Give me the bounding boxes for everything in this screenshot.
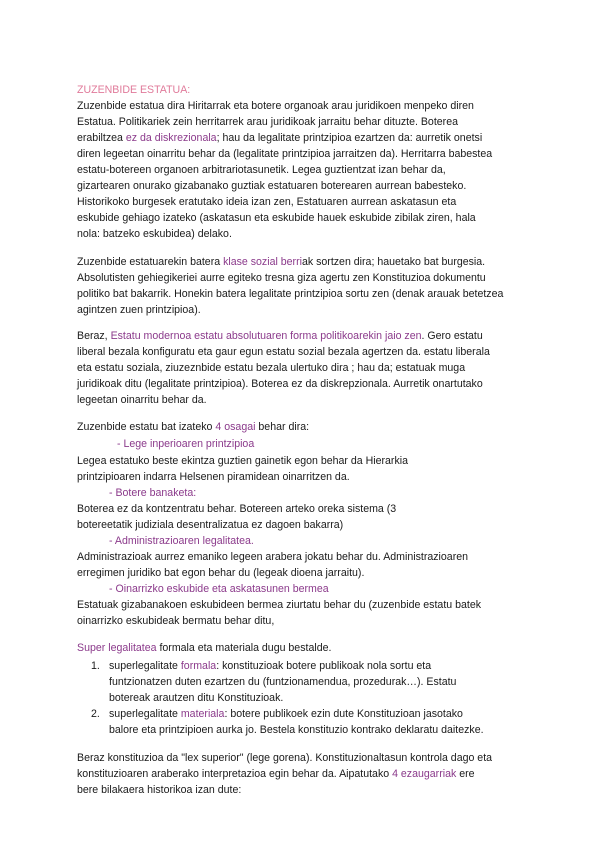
paragraph-line: erabiltzea ez da diskrezionala; hau da legalitate printzipioa ezartzen da: aurretik onetsi: [77, 132, 483, 144]
list-heading: - Botere banaketa:: [109, 487, 197, 499]
paragraph-line: bere bilakaera historikoa izan dute:: [77, 784, 242, 796]
list-number: 1.: [91, 660, 100, 672]
highlight-text: materiala: [180, 708, 225, 720]
highlight-text: formala: [180, 660, 217, 672]
paragraph-line: Historikoko burgesek eratutako ideia izan zen, Estatuaren aurrean askatasun eta: [77, 196, 457, 208]
paragraph-line: Estatuak gizabanakoen eskubideen bermea ziurtatu behar du (zuzenbide estatu batek: [77, 599, 482, 611]
list-heading: - Administrazioaren legalitatea.: [109, 535, 254, 547]
paragraph-line: politiko bat bakarrik. Honekin batera legalitate printzipioa sortu zen (denak arauak betetzea: [77, 288, 504, 300]
paragraph-line: Legea estatuko beste ekintza guztien gainetik egon behar da Hierarkia: [77, 455, 408, 467]
list-heading: - Lege inperioaren printzipioa: [117, 438, 255, 450]
paragraph-line: botereetatik judiziala desentralizatua ez dagoen bakarra): [77, 519, 344, 531]
paragraph-line: Zuzenbide estatuarekin batera klase sozial berriak sortzen dira; hauetako bat burgesia.: [77, 256, 486, 268]
paragraph-line: Boterea ez da kontzentratu behar. Botereen arteko oreka sistema (3: [77, 503, 397, 515]
list-item-line: balore eta printzipioen aurka jo. Bestela konstituzio kontrako deklaratu daitezke.: [109, 724, 484, 736]
highlight-text: Estatu modernoa estatu absolutuaren forma politikoarekin jaio zen: [110, 330, 422, 342]
highlight-text: klase sozial berri: [223, 256, 302, 268]
paragraph-line: Zuzenbide estatu bat izateko 4 osagai behar dira:: [77, 421, 310, 433]
paragraph-line: Zuzenbide estatua dira Hiritarrak eta botere organoak arau juridikoen menpeko diren: [77, 100, 474, 112]
paragraph-line: juridikoak ditu (legalitate printzipioa). Boterea ez da diskrepzionala. Aurretik onartutako: [77, 378, 483, 390]
paragraph-line: Super legalitatea formala eta materiala dugu bestalde.: [77, 642, 332, 654]
highlight-text: 4 osagai: [215, 421, 256, 433]
paragraph-line: estatu-botereen organoen arbitrariotasunetik. Legea guztientzat izan behar da,: [77, 164, 446, 176]
paragraph-line: printzipioaren indarra Helsenen piramidean oinarritzen da.: [77, 471, 350, 483]
paragraph-line: eta estatu soziala, ziuzeznbide estatu bezala ulertuko dira ; hau da; estatuak muga: [77, 362, 466, 374]
paragraph-line: Beraz konstituzioa da "lex superior" (lege gorena). Konstituzionaltasun kontrola dago eta: [77, 752, 493, 764]
paragraph-line: gizartearen onurako gizabanako guztiak estatuaren boterearen aurrean babesteko.: [77, 180, 467, 192]
highlight-text: Super legalitatea: [77, 642, 157, 654]
paragraph-line: eskubide gehiago izateko (askatasun eta eskubide hauek eskubide zibilak ziren, hala: [77, 212, 476, 224]
list-heading: - Oinarrizko eskubide eta askatasunen bermea: [109, 583, 329, 595]
list-number: 2.: [91, 708, 100, 720]
list-item-line: funtzionatzen duten ezartzen du (funtzionamendua, prozedurak…). Estatu: [109, 676, 457, 688]
paragraph-line: Administrazioak aurrez emaniko legeen arabera jokatu behar du. Administrazioaren: [77, 551, 469, 563]
document-title: ZUZENBIDE ESTATUA:: [77, 84, 191, 96]
paragraph-line: liberal bezala konfiguratu eta gaur egun estatu sozial bezala agertzen da. estatu liberala: [77, 346, 490, 358]
highlight-text: 4 ezaugarriak: [392, 768, 457, 780]
paragraph-line: agintzen zuen printzipioa).: [77, 304, 201, 316]
paragraph-line: Absolutisten gehiegikeriei aurre egiteko tresna giza agertu zen Konstituzioa dokumentu: [77, 272, 486, 284]
paragraph-line: Estatua. Politikariek zein herritarrek arau juridikoak jarraitu behar dituzte. Boterea: [77, 116, 458, 128]
paragraph-line: konstituzioaren araberako interpretazioa egin behar da. Aipatutako 4 ezaugarriak ere: [77, 768, 475, 780]
paragraph-line: Beraz, Estatu modernoa estatu absolutuaren forma politikoarekin jaio zen. Gero estatu: [77, 330, 483, 342]
paragraph-line: nola: batzeko eskubidea) delako.: [77, 228, 232, 240]
list-item-line: superlegalitate formala: konstituzioak botere publikoak nola sortu eta: [109, 660, 432, 672]
highlight-text: ez da diskrezionala: [125, 132, 217, 144]
paragraph-line: oinarrizko eskubideak bermatu behar ditu,: [77, 615, 275, 627]
list-item-line: superlegalitate materiala: botere publikoek ezin dute Konstituzioan jasotako: [109, 708, 463, 720]
list-item-line: botereak arautzen ditu Konstituzioak.: [109, 692, 284, 704]
paragraph-line: diren legeetan oinarritu behar da (legalitate printzipioa jarraitzen da). Herritarra babestea: [77, 148, 493, 160]
paragraph-line: erregimen juridiko bat egon behar du (legeak dioena jarraitu).: [77, 567, 365, 579]
paragraph-line: legeetan oinarritu behar da.: [77, 394, 207, 406]
